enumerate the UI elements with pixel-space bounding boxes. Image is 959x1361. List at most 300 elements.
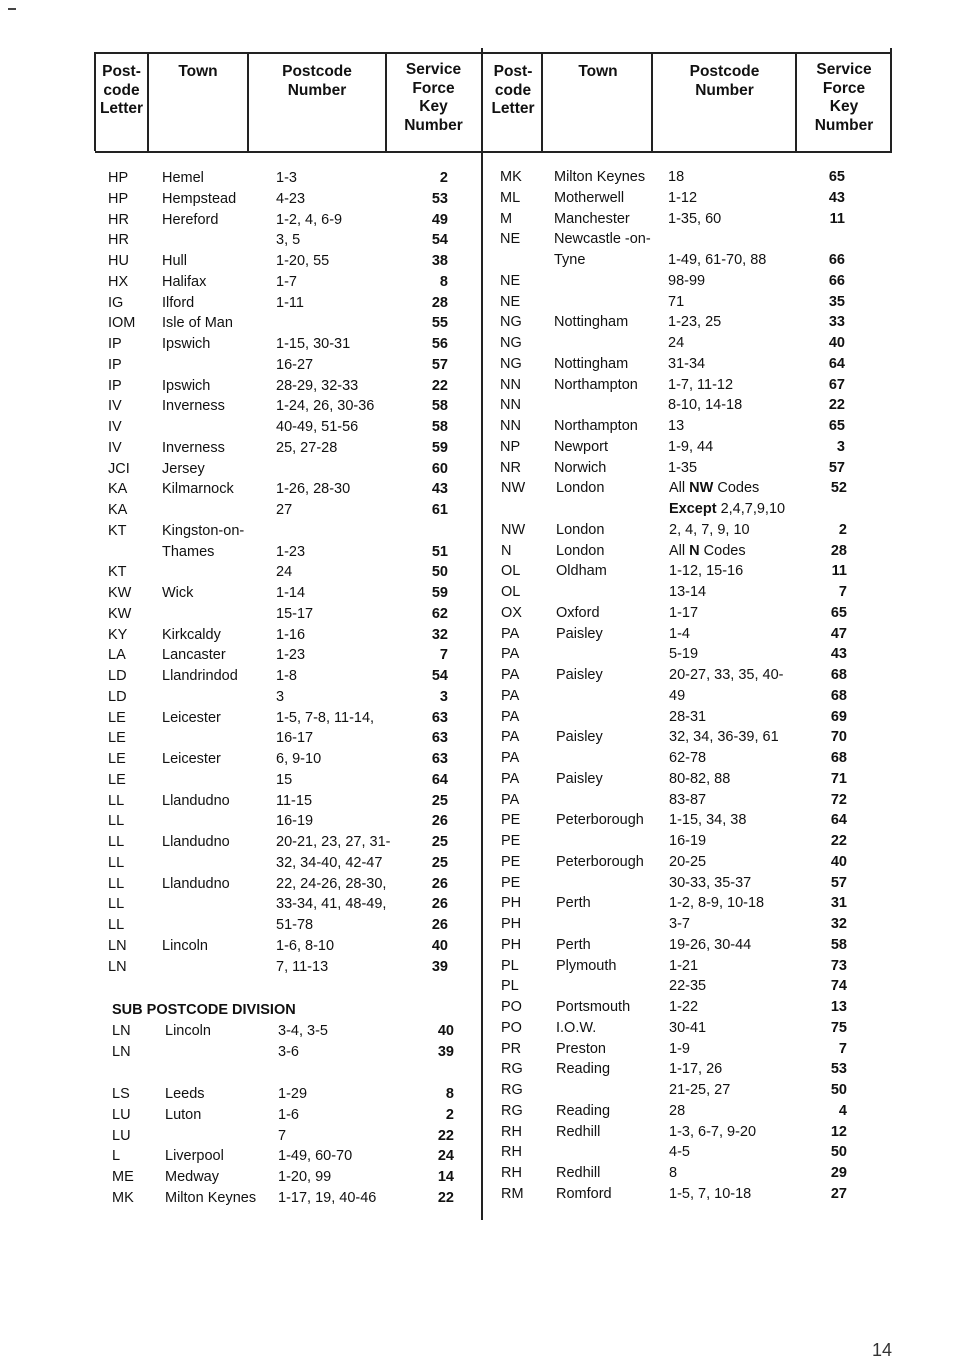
town: Oxford — [556, 604, 600, 621]
sub-postcode-division-heading: SUB POSTCODE DIVISION — [112, 1002, 296, 1018]
service-force-key: 61 — [431, 502, 448, 518]
service-force-key: 40 — [437, 1023, 454, 1039]
town: Northampton — [554, 418, 638, 434]
postcode-number: 49 — [669, 687, 686, 704]
postcode-number: 16-19 — [669, 833, 707, 849]
postcode-number: 32, 34, 36-39, 61 — [669, 729, 779, 746]
service-force-key: 53 — [830, 1061, 847, 1078]
town: Paisley — [556, 770, 603, 787]
town: Isle of Man — [162, 315, 233, 332]
postcode-number: 1-6, 8-10 — [276, 937, 335, 954]
postcode-letter: RH — [501, 1144, 522, 1161]
town: Oldham — [556, 563, 607, 580]
town: Peterborough — [556, 853, 644, 870]
postcode-letter: PE — [501, 833, 521, 849]
postcode-letter: KT — [108, 522, 127, 539]
service-force-key: 3 — [439, 688, 448, 705]
postcode-letter: NR — [500, 459, 521, 476]
postcode-number: 1-22 — [669, 999, 699, 1015]
postcode-letter: NW — [501, 521, 526, 538]
postcode-number: 1-20, 55 — [276, 253, 330, 269]
service-force-key: 32 — [830, 916, 847, 932]
postcode-number: Except 2,4,7,9,10 — [669, 501, 786, 517]
town: Peterborough — [556, 812, 644, 829]
town: Tyne — [554, 252, 586, 268]
service-force-key: 40 — [828, 335, 845, 351]
postcode-number: 1-2, 8-9, 10-18 — [669, 895, 765, 912]
service-force-key: 63 — [431, 730, 448, 747]
postcode-letter: PA — [501, 791, 520, 808]
postcode-letter: NN — [500, 397, 521, 414]
service-force-key: 65 — [828, 418, 845, 434]
service-force-key: 67 — [828, 376, 845, 393]
service-force-key: 57 — [431, 356, 448, 373]
postcode-letter: LS — [112, 1086, 130, 1102]
postcode-letter: RH — [501, 1165, 522, 1181]
town: Milton Keynes — [554, 169, 646, 185]
town: Norwich — [554, 459, 607, 476]
postcode-letter: LL — [108, 854, 125, 871]
postcode-letter: LE — [108, 730, 126, 747]
service-force-key: 7 — [439, 647, 448, 664]
postcode-number: 8-10, 14-18 — [668, 397, 743, 414]
service-force-key: 74 — [830, 978, 847, 995]
postcode-letter: M — [500, 210, 513, 227]
service-force-key: 66 — [828, 272, 845, 289]
postcode-number: 7, 11-13 — [276, 958, 329, 975]
postcode-number: 1-3, 6-7, 9-20 — [669, 1123, 757, 1140]
postcode-number: 1-6 — [278, 1106, 299, 1123]
postcode-letter: NG — [500, 355, 522, 372]
postcode-number: 1-26, 28-30 — [276, 481, 351, 498]
service-force-key: 65 — [830, 604, 847, 621]
service-force-key: 53 — [431, 190, 448, 207]
postcode-letter: LU — [112, 1127, 131, 1144]
postcode-number: 30-33, 35-37 — [669, 874, 752, 891]
town: Llandudno — [162, 792, 230, 809]
service-force-key: 65 — [828, 169, 845, 185]
town: Jersey — [162, 460, 205, 477]
postcode-letter: PH — [501, 936, 522, 953]
postcode-letter: OL — [501, 584, 521, 600]
postcode-number: 16-17 — [276, 730, 314, 747]
service-force-key: 39 — [437, 1043, 454, 1060]
postcode-number: 71 — [668, 293, 685, 310]
service-force-key: 58 — [431, 419, 448, 435]
postcode-number: 1-15, 30-31 — [276, 336, 351, 352]
town: Paisley — [556, 625, 603, 642]
service-force-key: 52 — [830, 480, 847, 497]
postcode-number: 51-78 — [276, 917, 314, 933]
postcode-letter: IOM — [108, 315, 136, 332]
service-force-key: 29 — [830, 1165, 847, 1181]
postcode-number: 1-29 — [278, 1086, 308, 1102]
header-postcode-number: Postcode Number — [689, 63, 760, 99]
service-force-key: 70 — [830, 729, 847, 746]
postcode-number: 1-35 — [668, 459, 698, 476]
service-force-key: 28 — [431, 294, 448, 311]
town: Redhill — [556, 1123, 601, 1140]
service-force-key: 57 — [830, 874, 847, 891]
postcode-letter: PR — [501, 1040, 522, 1057]
town: Kilmarnock — [162, 481, 234, 498]
service-force-key: 22 — [437, 1189, 454, 1206]
town: Liverpool — [165, 1148, 224, 1165]
service-force-key: 63 — [431, 709, 448, 726]
postcode-number: 40-49, 51-56 — [276, 419, 359, 435]
service-force-key: 60 — [431, 460, 448, 477]
postcode-number: 30-41 — [669, 1019, 707, 1036]
service-force-key: 62 — [431, 605, 448, 622]
service-force-key: 7 — [838, 1040, 847, 1057]
postcode-number: 19-26, 30-44 — [669, 936, 752, 953]
service-force-key: 40 — [431, 937, 448, 954]
service-force-key: 43 — [431, 481, 448, 498]
postcode-letter: LL — [108, 917, 125, 933]
postcode-letter: NE — [500, 231, 521, 248]
service-force-key: 22 — [437, 1127, 454, 1144]
service-force-key: 50 — [830, 1082, 847, 1098]
service-force-key: 59 — [431, 585, 448, 601]
service-force-key: 25 — [431, 834, 448, 850]
service-force-key: 43 — [830, 646, 847, 663]
town: Perth — [556, 895, 591, 912]
postcode-letter: LL — [108, 875, 125, 892]
town: Northampton — [554, 376, 638, 393]
postcode-number: 1-23, 25 — [668, 314, 722, 331]
postcode-number: All N Codes — [669, 542, 746, 559]
postcode-letter: LE — [108, 771, 126, 788]
postcode-number: 1-24, 26, 30-36 — [276, 398, 375, 415]
town: Llandudno — [162, 875, 230, 892]
service-force-key: 2 — [838, 521, 847, 538]
postcode-number: 1-20, 99 — [278, 1169, 332, 1185]
postcode-number: 13 — [668, 418, 685, 434]
town: Ipswich — [162, 377, 211, 394]
postcode-number: 1-14 — [276, 585, 306, 601]
town: Lincoln — [162, 937, 208, 954]
postcode-number: 1-21 — [669, 957, 699, 974]
postcode-letter: IG — [108, 294, 124, 311]
header-town: Town — [578, 63, 618, 80]
service-force-key: 69 — [830, 708, 847, 725]
postcode-number: 16-27 — [276, 356, 314, 373]
postcode-letter: PA — [501, 729, 520, 746]
postcode-number: 3-7 — [669, 916, 690, 932]
postcode-letter: IP — [108, 377, 122, 394]
postcode-number: 1-49, 60-70 — [278, 1148, 353, 1165]
postcode-letter: LN — [112, 1043, 131, 1060]
postcode-number: 1-17, 19, 40-46 — [278, 1189, 377, 1206]
postcode-letter: ME — [112, 1169, 134, 1185]
postcode-letter: HP — [108, 170, 129, 186]
service-force-key: 31 — [830, 895, 847, 912]
postcode-number: All NW Codes — [669, 480, 760, 497]
center-divider — [481, 48, 483, 1220]
service-force-key: 11 — [831, 563, 847, 580]
town: Nottingham — [554, 355, 629, 372]
service-force-key: 14 — [437, 1169, 454, 1185]
postcode-number: 1-23 — [276, 647, 306, 664]
town: Medway — [165, 1169, 219, 1185]
postcode-letter: PA — [501, 708, 520, 725]
service-force-key: 27 — [830, 1185, 847, 1202]
rule — [147, 52, 149, 151]
postcode-number: 1-17 — [669, 604, 699, 621]
service-force-key: 22 — [830, 833, 847, 849]
postcode-number: 1-5, 7, 10-18 — [669, 1185, 752, 1202]
postcode-letter: RG — [501, 1082, 523, 1098]
service-force-key: 4 — [838, 1102, 847, 1119]
town: Manchester — [554, 210, 630, 227]
service-force-key: 54 — [431, 232, 448, 249]
postcode-letter: LL — [108, 896, 125, 913]
postcode-number: 98-99 — [668, 272, 706, 289]
postcode-letter: LN — [112, 1023, 131, 1039]
postcode-number: 20-21, 23, 27, 31- — [276, 834, 391, 850]
postcode-number: 1-8 — [276, 668, 297, 684]
postcode-letter: PA — [501, 667, 520, 683]
town: Paisley — [556, 667, 603, 683]
postcode-number: 1-17, 26 — [669, 1061, 723, 1078]
postcode-number: 7 — [278, 1127, 287, 1144]
town: Redhill — [556, 1165, 601, 1181]
postcode-letter: LE — [108, 751, 126, 767]
postcode-letter: IV — [108, 439, 122, 456]
right-header — [483, 52, 892, 153]
postcode-letter: NN — [500, 376, 521, 393]
service-force-key: 64 — [828, 355, 845, 372]
town: I.O.W. — [556, 1019, 597, 1036]
corner-mark — [8, 8, 16, 10]
town: Halifax — [162, 273, 207, 290]
service-force-key: 24 — [437, 1148, 454, 1165]
postcode-letter: IP — [108, 336, 122, 352]
service-force-key: 35 — [828, 293, 845, 310]
postcode-letter: IV — [108, 419, 122, 435]
header-postcode-letter: Post- code Letter — [491, 63, 535, 117]
postcode-letter: KY — [108, 626, 128, 643]
postcode-number: 3-6 — [278, 1043, 299, 1060]
service-force-key: 68 — [830, 687, 847, 704]
postcode-letter: PA — [501, 687, 520, 704]
postcode-number: 11-15 — [276, 792, 313, 809]
postcode-number: 15 — [276, 771, 293, 788]
service-force-key: 40 — [830, 853, 847, 870]
postcode-letter: PA — [501, 750, 520, 766]
postcode-letter: N — [501, 542, 512, 559]
town: Leeds — [165, 1086, 205, 1102]
service-force-key: 3 — [836, 438, 845, 455]
postcode-number: 31-34 — [668, 355, 706, 372]
postcode-number: 16-19 — [276, 813, 314, 830]
postcode-letter: HU — [108, 253, 129, 269]
postcode-number: 62-78 — [669, 750, 707, 766]
town: Ipswich — [162, 336, 211, 352]
postcode-letter: PL — [501, 978, 519, 995]
postcode-letter: MK — [112, 1189, 134, 1206]
postcode-letter: LL — [108, 792, 125, 809]
service-force-key: 55 — [431, 315, 448, 332]
postcode-letter: NE — [500, 293, 521, 310]
service-force-key: 63 — [431, 751, 448, 767]
service-force-key: 13 — [830, 999, 847, 1015]
postcode-number: 1-11 — [276, 294, 304, 311]
postcode-number: 1-9, 44 — [668, 438, 714, 455]
postcode-letter: LU — [112, 1106, 131, 1123]
postcode-letter: KW — [108, 605, 132, 622]
header-service-force-key: Service Force Key Number — [814, 61, 874, 134]
postcode-letter: RG — [501, 1102, 523, 1119]
postcode-number: 1-12, 15-16 — [669, 563, 744, 580]
town: Milton Keynes — [165, 1189, 257, 1206]
town: Ilford — [162, 294, 195, 311]
header-town: Town — [178, 63, 218, 80]
service-force-key: 64 — [830, 812, 847, 829]
rule — [541, 52, 543, 151]
service-force-key: 22 — [828, 397, 845, 414]
postcode-letter: NG — [500, 314, 522, 331]
postcode-number: 1-4 — [669, 625, 690, 642]
service-force-key: 2 — [445, 1106, 454, 1123]
postcode-letter: PA — [501, 625, 520, 642]
postcode-letter: MK — [500, 169, 522, 185]
header-postcode-number: Postcode Number — [282, 63, 352, 99]
postcode-number: 5-19 — [669, 646, 699, 663]
service-force-key: 68 — [830, 667, 847, 683]
service-force-key: 73 — [830, 957, 847, 974]
town: Kingston-on- — [162, 522, 245, 539]
rule — [247, 52, 249, 151]
service-force-key: 58 — [431, 398, 448, 415]
rule — [385, 52, 387, 151]
postcode-letter: NN — [500, 418, 521, 434]
service-force-key: 28 — [830, 542, 847, 559]
postcode-number: 1-49, 61-70, 88 — [668, 252, 767, 268]
postcode-number: 28-29, 32-33 — [276, 377, 359, 394]
postcode-number: 1-9 — [669, 1040, 690, 1057]
postcode-letter: PA — [501, 770, 520, 787]
town: Thames — [162, 543, 215, 560]
postcode-number: 2, 4, 7, 9, 10 — [669, 521, 750, 538]
service-force-key: 43 — [828, 189, 845, 206]
postcode-letter: PH — [501, 916, 522, 932]
service-force-key: 32 — [431, 626, 448, 643]
postcode-letter: IP — [108, 356, 122, 373]
rule — [651, 52, 653, 151]
postcode-letter: JCI — [108, 460, 130, 477]
town: Paisley — [556, 729, 603, 746]
postcode-letter: PE — [501, 812, 521, 829]
service-force-key: 54 — [431, 668, 448, 684]
postcode-letter: NP — [500, 438, 521, 455]
postcode-letter: LD — [108, 668, 127, 684]
postcode-number: 32, 34-40, 42-47 — [276, 854, 383, 871]
postcode-number: 3, 5 — [276, 232, 301, 249]
postcode-number: 1-5, 7-8, 11-14, — [276, 709, 375, 726]
postcode-number: 1-7 — [276, 273, 297, 290]
postcode-number: 20-27, 33, 35, 40- — [669, 667, 784, 683]
postcode-letter: RM — [501, 1185, 524, 1202]
postcode-letter: HX — [108, 273, 129, 290]
town: Lancaster — [162, 647, 226, 664]
service-force-key: 26 — [431, 917, 448, 933]
postcode-letter: PL — [501, 957, 519, 974]
service-force-key: 8 — [445, 1086, 454, 1102]
postcode-letter: LA — [108, 647, 126, 664]
postcode-letter: KW — [108, 585, 132, 601]
town: London — [556, 480, 605, 497]
postcode-number: 21-25, 27 — [669, 1082, 731, 1098]
postcode-number: 1-35, 60 — [668, 210, 722, 227]
postcode-number: 28-31 — [669, 708, 707, 725]
town: Leicester — [162, 751, 221, 767]
town: Hempstead — [162, 190, 237, 207]
postcode-number: 3-4, 3-5 — [278, 1023, 328, 1039]
postcode-number: 4-23 — [276, 190, 306, 207]
postcode-number: 20-25 — [669, 853, 707, 870]
service-force-key: 51 — [431, 543, 448, 560]
town: Wick — [162, 585, 194, 601]
postcode-letter: PA — [501, 646, 520, 663]
postcode-number: 4-5 — [669, 1144, 690, 1161]
postcode-number: 1-7, 11-12 — [668, 376, 734, 393]
postcode-letter: LN — [108, 937, 127, 954]
service-force-key: 71 — [830, 770, 847, 787]
left-header — [95, 52, 481, 153]
town: London — [556, 521, 605, 538]
town: Inverness — [162, 398, 225, 415]
postcode-letter: RH — [501, 1123, 522, 1140]
town: Romford — [556, 1185, 612, 1202]
postcode-letter: ML — [500, 189, 521, 206]
town: Llandrindod — [162, 668, 238, 684]
town: Lincoln — [165, 1023, 211, 1039]
service-force-key: 25 — [431, 792, 448, 809]
postcode-letter: PO — [501, 1019, 522, 1036]
service-force-key: 11 — [829, 210, 845, 227]
page-number: 14 — [872, 1340, 893, 1360]
postcode-number: 27 — [276, 502, 293, 518]
service-force-key: 38 — [431, 253, 448, 269]
postcode-letter: OX — [501, 604, 522, 621]
town: Newcastle -on- — [554, 231, 651, 248]
town: Leicester — [162, 709, 221, 726]
service-force-key: 59 — [431, 439, 448, 456]
town: Inverness — [162, 439, 225, 456]
service-force-key: 12 — [830, 1123, 847, 1140]
service-force-key: 72 — [830, 791, 847, 808]
postcode-letter: KT — [108, 564, 127, 581]
postcode-letter: PO — [501, 999, 522, 1015]
service-force-key: 68 — [830, 750, 847, 766]
service-force-key: 33 — [828, 314, 845, 331]
postcode-number: 22-35 — [669, 978, 707, 995]
town: Perth — [556, 936, 591, 953]
town: Hereford — [162, 211, 219, 228]
postcode-number: 33-34, 41, 48-49, — [276, 896, 387, 913]
postcode-letter: LL — [108, 834, 125, 850]
postcode-number: 24 — [276, 564, 293, 581]
postcode-letter: NE — [500, 272, 521, 289]
postcode-letter: IV — [108, 398, 122, 415]
header-postcode-letter: Post- code Letter — [99, 63, 144, 117]
postcode-number: 22, 24-26, 28-30, — [276, 875, 387, 892]
postcode-number: 1-15, 34, 38 — [669, 812, 747, 829]
postcode-number: 3 — [276, 688, 285, 705]
service-force-key: 75 — [830, 1019, 847, 1036]
service-force-key: 64 — [431, 771, 448, 788]
